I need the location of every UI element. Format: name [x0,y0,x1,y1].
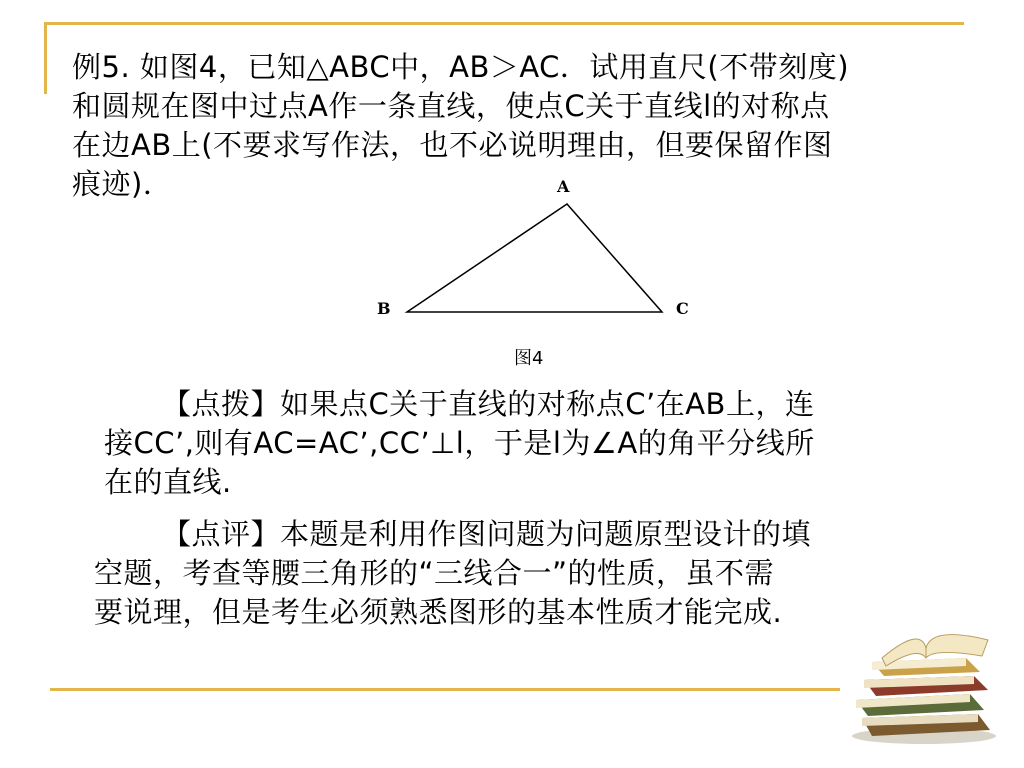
left-rule [44,22,47,94]
hint-line-3: 在的直线. [104,465,232,499]
hint-line-2: 接CC’,则有AC=AC’,CC’⊥l，于是l为∠A的角平分线所 [104,426,815,460]
hint-line-1: 【点拨】如果点C关于直线的对称点C’在AB上，连 [162,387,815,421]
problem-line-4: 痕迹)． [72,167,173,201]
problem-line-1: 例5. 如图4，已知△ABC中，AB＞AC．试用直尺(不带刻度) [72,50,850,84]
books-icon [842,618,1002,746]
hint-text [104,385,934,502]
vertex-label-c: C [676,299,689,318]
vertex-label-a: A [557,177,570,196]
problem-line-3: 在边AB上(不要求写作法，也不必说明理由，但要保留作图 [72,128,833,162]
triangle-abc [407,204,662,312]
comment-line-1: 【点评】本题是利用作图问题为问题原型设计的填 [162,517,812,551]
figure-caption: 图4 [514,348,544,369]
comment-text [94,515,934,632]
top-rule [44,22,964,25]
triangle-figure [360,170,720,330]
vertex-label-b: B [377,299,391,318]
comment-line-2: 空题，考查等腰三角形的“三线合一”的性质，虽不需 [94,556,775,590]
problem-line-2: 和圆规在图中过点A作一条直线，使点C关于直线l的对称点 [72,89,830,123]
bottom-rule [50,688,840,691]
comment-line-3: 要说理，但是考生必须熟悉图形的基本性质才能完成. [94,595,783,629]
